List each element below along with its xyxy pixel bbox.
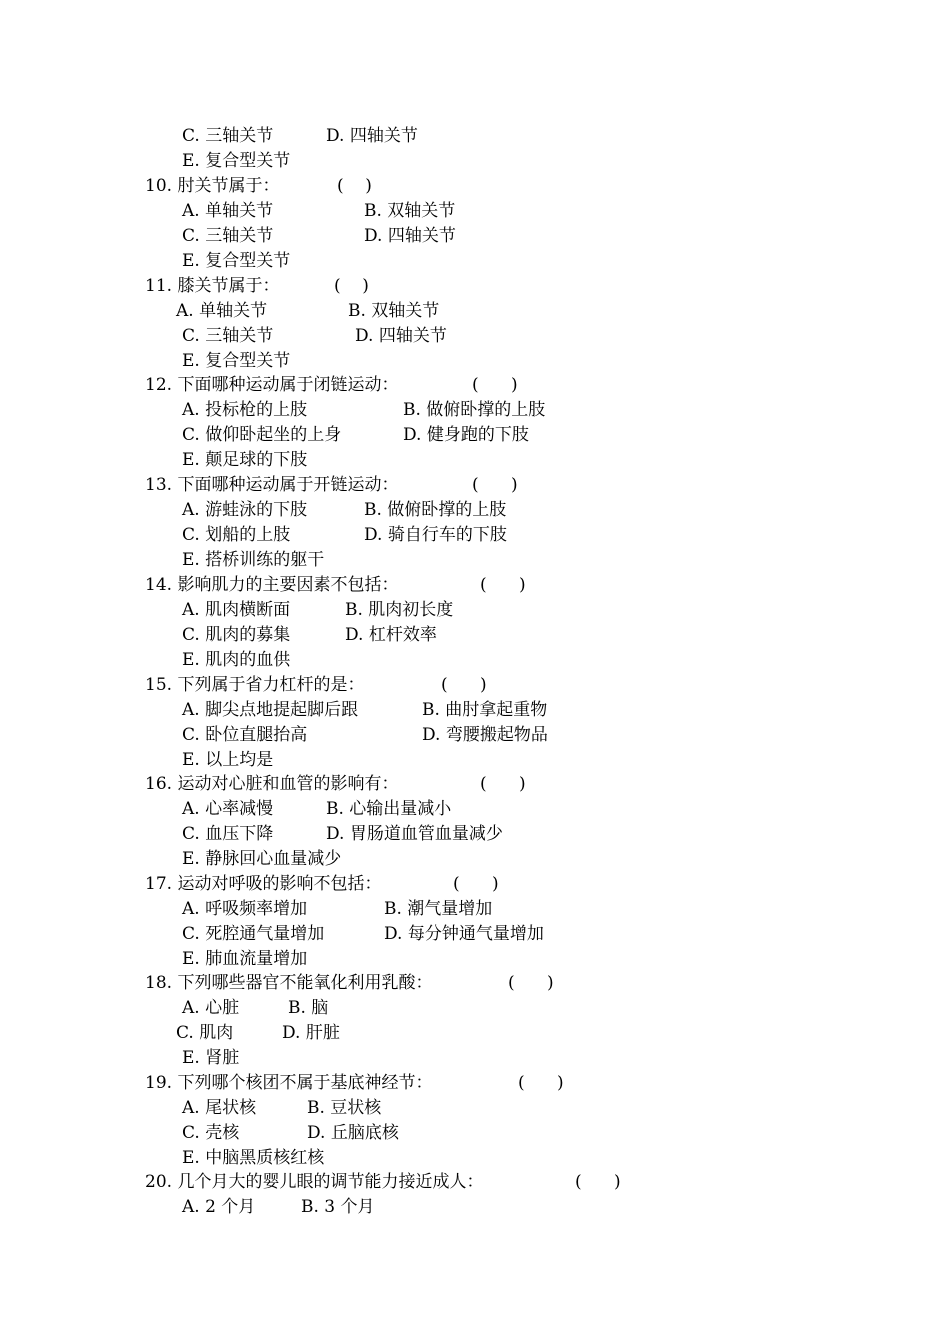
q16-answer-paren: ( )	[480, 774, 526, 794]
q17-option-e: E. 肺血流量增加	[182, 949, 308, 969]
q13-option-e: E. 搭桥训练的躯干	[182, 550, 325, 570]
q16-option-d: D. 胃肠道血管血量减少	[326, 824, 503, 844]
q12-option-c: C. 做仰卧起坐的上身	[182, 425, 342, 445]
q16-option-a: A. 心率减慢	[182, 799, 274, 819]
q18-option-c: C. 肌肉	[176, 1023, 234, 1043]
q20-answer-paren: ( )	[575, 1172, 621, 1192]
q12-stem: 12. 下面哪种运动属于闭链运动：	[145, 375, 399, 395]
q10-answer-paren: ( )	[337, 176, 372, 196]
q9-option-e: E. 复合型关节	[182, 151, 291, 171]
q19-option-c: C. 壳核	[182, 1123, 240, 1143]
q13-option-c: C. 划船的上肢	[182, 525, 291, 545]
q16-option-b: B. 心输出量减小	[326, 799, 452, 819]
q11-stem: 11. 膝关节属于：	[145, 276, 280, 296]
q14-answer-paren: ( )	[480, 575, 526, 595]
q13-option-b: B. 做俯卧撑的上肢	[364, 500, 507, 520]
q17-option-c: C. 死腔通气量增加	[182, 924, 325, 944]
q15-option-e: E. 以上均是	[182, 750, 274, 770]
q15-option-a: A. 脚尖点地提起脚后跟	[182, 700, 359, 720]
q19-option-a: A. 尾状核	[182, 1098, 257, 1118]
q12-answer-paren: ( )	[472, 375, 518, 395]
q20-option-b: B. 3 个月	[301, 1197, 375, 1217]
q16-option-c: C. 血压下降	[182, 824, 274, 844]
q16-stem: 16. 运动对心脏和血管的影响有：	[145, 774, 399, 794]
q18-option-a: A. 心脏	[182, 998, 240, 1018]
q11-option-b: B. 双轴关节	[348, 301, 440, 321]
q10-stem: 10. 肘关节属于：	[145, 176, 280, 196]
q18-answer-paren: ( )	[508, 973, 554, 993]
q19-option-e: E. 中脑黑质核红核	[182, 1148, 325, 1168]
q19-option-b: B. 豆状核	[307, 1098, 382, 1118]
q18-option-e: E. 肾脏	[182, 1048, 240, 1068]
q10-option-c: C. 三轴关节	[182, 226, 274, 246]
q19-option-d: D. 丘脑底核	[307, 1123, 399, 1143]
q14-option-c: C. 肌肉的募集	[182, 625, 291, 645]
q17-answer-paren: ( )	[453, 874, 499, 894]
q12-option-b: B. 做俯卧撑的上肢	[403, 400, 546, 420]
q13-option-a: A. 游蛙泳的下肢	[182, 500, 308, 520]
q12-option-e: E. 颠足球的下肢	[182, 450, 308, 470]
q17-option-d: D. 每分钟通气量增加	[384, 924, 544, 944]
q10-option-e: E. 复合型关节	[182, 251, 291, 271]
q15-option-c: C. 卧位直腿抬高	[182, 725, 308, 745]
q12-option-d: D. 健身跑的下肢	[403, 425, 529, 445]
q14-stem: 14. 影响肌力的主要因素不包括：	[145, 575, 399, 595]
q17-option-b: B. 潮气量增加	[384, 899, 493, 919]
q20-stem: 20. 几个月大的婴儿眼的调节能力接近成人：	[145, 1172, 484, 1192]
q17-stem: 17. 运动对呼吸的影响不包括：	[145, 874, 382, 894]
q16-option-e: E. 静脉回心血量减少	[182, 849, 342, 869]
q13-option-d: D. 骑自行车的下肢	[364, 525, 507, 545]
q14-option-b: B. 肌肉初长度	[345, 600, 454, 620]
q17-option-a: A. 呼吸频率增加	[182, 899, 308, 919]
q11-option-a: A. 单轴关节	[176, 301, 268, 321]
q11-option-d: D. 四轴关节	[355, 326, 447, 346]
q13-answer-paren: ( )	[472, 475, 518, 495]
q11-option-e: E. 复合型关节	[182, 351, 291, 371]
q13-stem: 13. 下面哪种运动属于开链运动：	[145, 475, 399, 495]
q15-stem: 15. 下列属于省力杠杆的是：	[145, 675, 365, 695]
q12-option-a: A. 投标枪的上肢	[182, 400, 308, 420]
q14-option-e: E. 肌肉的血供	[182, 650, 291, 670]
q9-option-c: C. 三轴关节	[182, 126, 274, 146]
q19-stem: 19. 下列哪个核团不属于基底神经节：	[145, 1073, 433, 1093]
q20-option-a: A. 2 个月	[182, 1197, 256, 1217]
q10-option-b: B. 双轴关节	[364, 201, 456, 221]
q15-answer-paren: ( )	[441, 675, 487, 695]
q10-option-a: A. 单轴关节	[182, 201, 274, 221]
q14-option-d: D. 杠杆效率	[345, 625, 437, 645]
q19-answer-paren: ( )	[518, 1073, 564, 1093]
q14-option-a: A. 肌肉横断面	[182, 600, 291, 620]
q18-stem: 18. 下列哪些器官不能氧化利用乳酸：	[145, 973, 433, 993]
q10-option-d: D. 四轴关节	[364, 226, 456, 246]
q11-answer-paren: ( )	[334, 276, 369, 296]
q18-option-d: D. 肝脏	[282, 1023, 340, 1043]
q18-option-b: B. 脑	[288, 998, 329, 1018]
q11-option-c: C. 三轴关节	[182, 326, 274, 346]
q15-option-b: B. 曲肘拿起重物	[422, 700, 548, 720]
q15-option-d: D. 弯腰搬起物品	[422, 725, 548, 745]
q9-option-d: D. 四轴关节	[326, 126, 418, 146]
